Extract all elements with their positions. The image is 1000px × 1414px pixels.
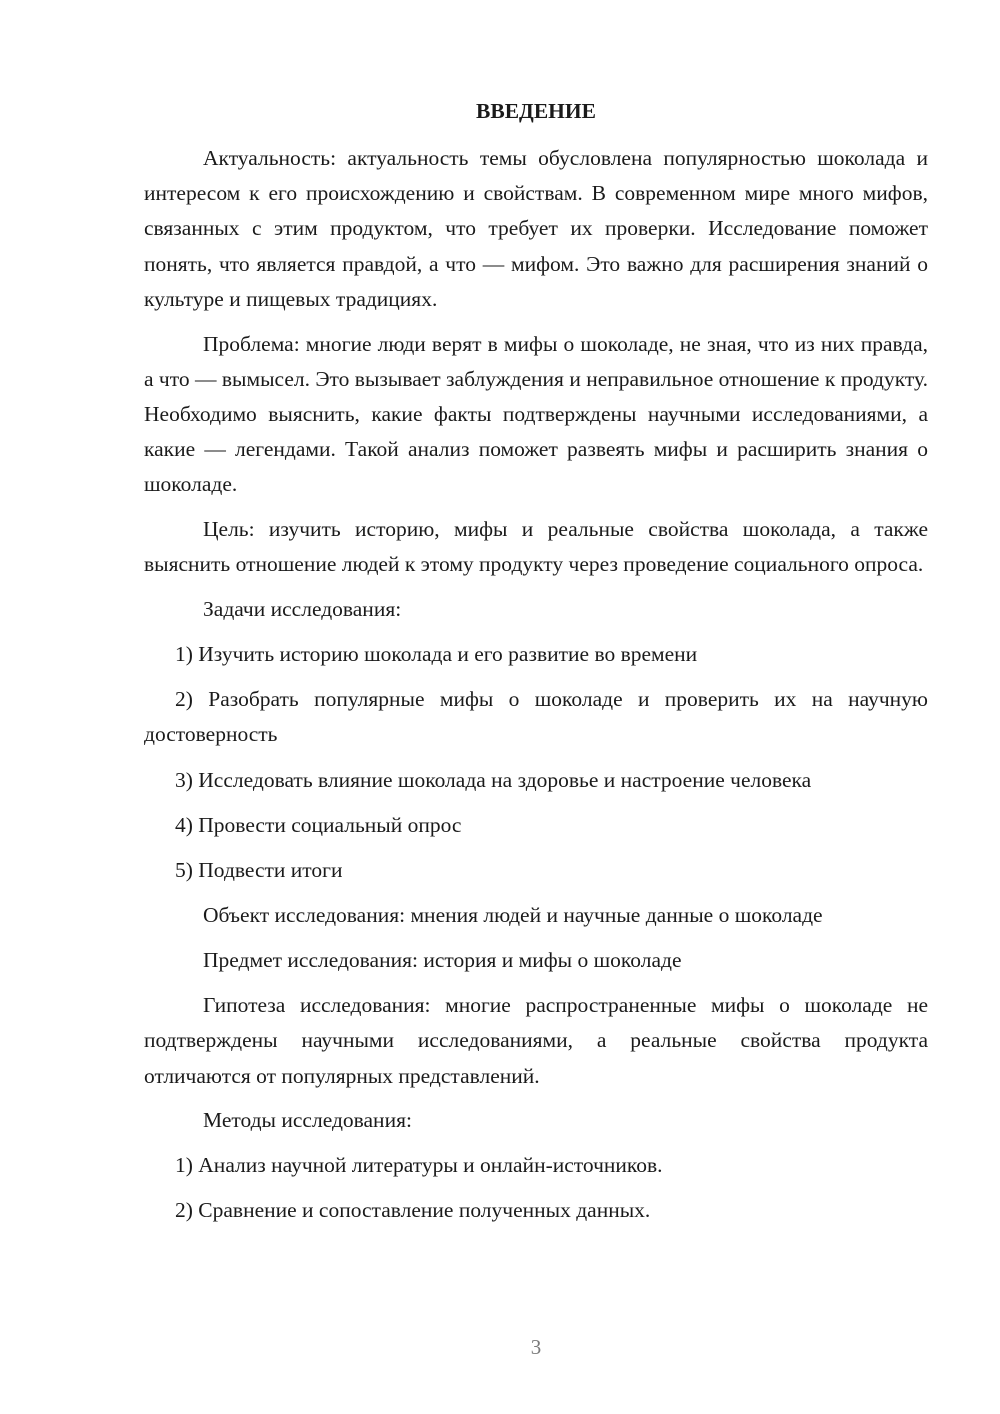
page-content bbox=[144, 94, 928, 1239]
relevance-paragraph: Актуальность: актуальность темы обусловлена популярностью шоколада и интересом к его происхождению и свойствам. В современном мире много мифов, связанных с этим продуктом, что требует их проверки. Исследование поможет понять, что является правдой, а что — мифом. Это важно для расширения знаний о культуре и пищевых традициях. bbox=[144, 146, 928, 311]
task-item-4: 4) Провести социальный опрос bbox=[175, 812, 462, 837]
problem-paragraph: Проблема: многие люди верят в мифы о шоколаде, не зная, что из них правда, а что — вымысел. Это вызывает заблуждения и неправильное отношение к продукту. Необходимо выяснить, какие факты подтверждены научными исследованиями, а какие — легендами. Такой анализ поможет развеять мифы и расширить знания о шоколаде. bbox=[144, 331, 928, 497]
subject-line: Предмет исследования: история и мифы о шоколаде bbox=[203, 948, 682, 973]
task-item-3: 3) Исследовать влияние шоколада на здоровье и настроение человека bbox=[175, 767, 812, 792]
method-item-2: 2) Сравнение и сопоставление полученных данных. bbox=[175, 1198, 651, 1223]
task-item-2: 2) Разобрать популярные мифы о шоколаде и проверить их на научную достоверность bbox=[144, 687, 928, 747]
page-title: ВВЕДЕНИЕ bbox=[476, 99, 596, 123]
tasks-heading: Задачи исследования: bbox=[203, 596, 402, 621]
goal-paragraph: Цель: изучить историю, мифы и реальные свойства шоколада, а также выяснить отношение людей к этому продукту через проведение социального опроса. bbox=[144, 517, 928, 577]
object-line: Объект исследования: мнения людей и научные данные о шоколаде bbox=[203, 903, 823, 928]
hypothesis-paragraph: Гипотеза исследования: многие распространенные мифы о шоколаде не подтверждены научными исследованиями, а реальные свойства продукта отличаются от популярных представлений. bbox=[144, 993, 928, 1088]
task-item-5: 5) Подвести итоги bbox=[175, 857, 343, 882]
methods-heading: Методы исследования: bbox=[203, 1108, 412, 1133]
task-item-1: 1) Изучить историю шоколада и его развитие во времени bbox=[175, 641, 698, 666]
method-item-1: 1) Анализ научной литературы и онлайн-источников. bbox=[175, 1153, 663, 1178]
page-number: 3 bbox=[530, 1335, 542, 1359]
